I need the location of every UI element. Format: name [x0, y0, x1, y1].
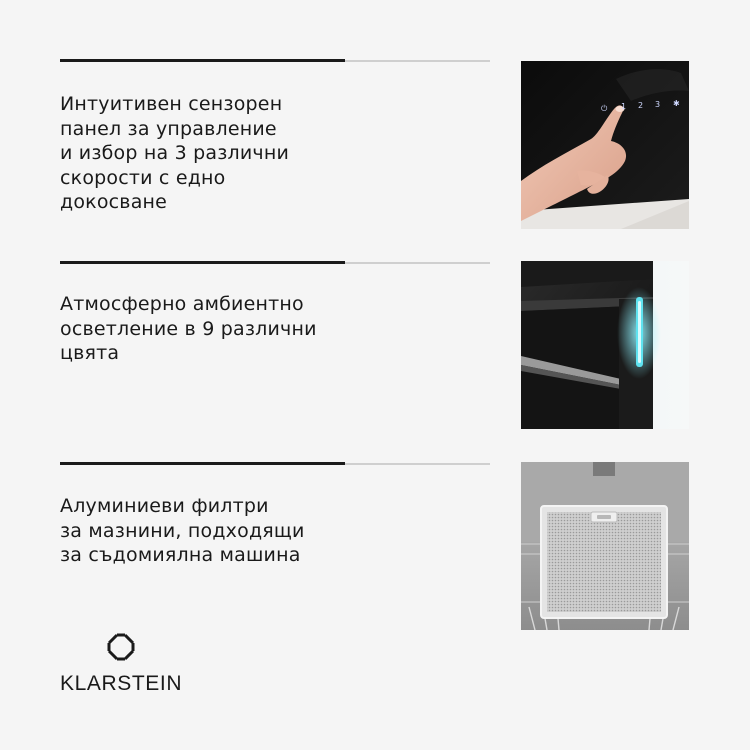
divider-light: [345, 463, 490, 465]
divider-light: [345, 262, 490, 264]
panel-power-symbol: ⏻: [601, 104, 608, 113]
feature-text-grease-filters: Алуминиеви филтри за мазнини, подходящи за съдомиялна машина: [60, 495, 305, 566]
divider-dark: [60, 59, 345, 62]
divider-dark: [60, 462, 345, 465]
divider-light: [345, 60, 490, 62]
touch-panel-photo: [521, 61, 689, 229]
grease-filter-photo: [521, 462, 689, 630]
panel-speed-2-symbol: 2: [638, 101, 644, 110]
klarstein-logo-icon: [106, 632, 136, 662]
panel-light-symbol: ✱: [673, 99, 680, 108]
brand-name: KLARSTEIN: [60, 672, 183, 695]
brand-logo: [60, 632, 190, 696]
feature-text-touch-panel: Интуитивен сензорен панел за управление и избор на 3 различни скорости с едно докосване: [60, 93, 290, 213]
divider-dark: [60, 261, 345, 264]
feature-text-ambient-light: Атмосферно амбиентно осветление в 9 различни цвята: [60, 293, 317, 364]
panel-speed-3-symbol: 3: [655, 100, 661, 109]
panel-speed-1-symbol: 1: [621, 102, 627, 111]
ambient-light-photo: [521, 261, 689, 429]
